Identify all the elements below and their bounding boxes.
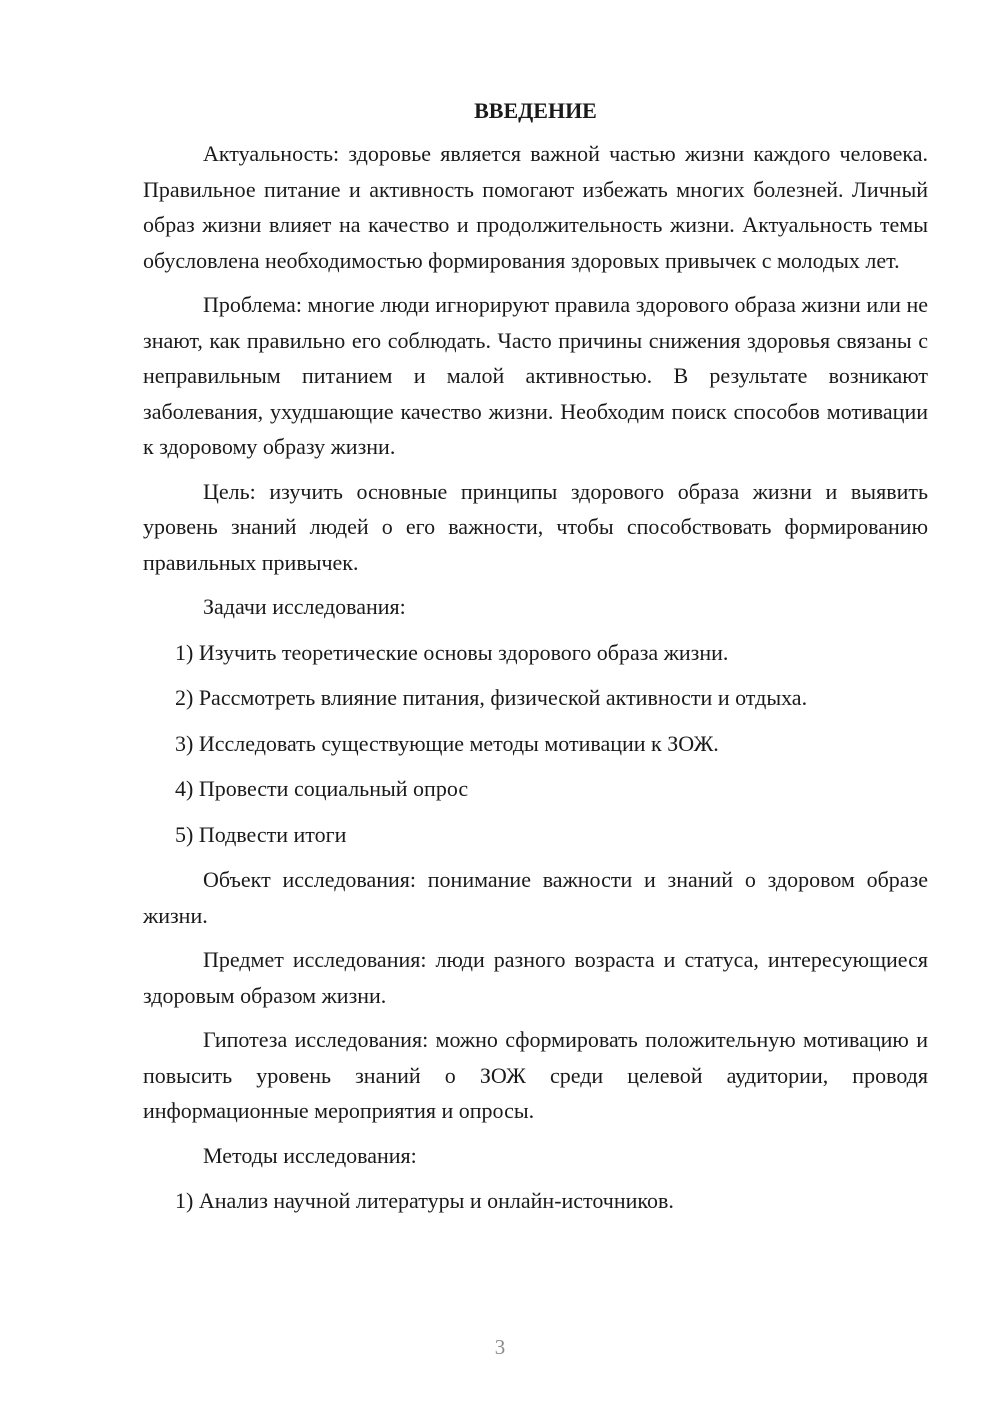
- list-item: 2) Рассмотреть влияние питания, физической активности и отдыха.: [175, 685, 808, 710]
- list-item: 4) Провести социальный опрос: [175, 776, 469, 801]
- relevance-paragraph: Актуальность: здоровье является важной частью жизни каждого человека. Правильное питание и активность помогают избежать многих болезней. Личный образ жизни влияет на качество и продолжительность жизни. Актуальность темы обусловлена необходимостью формирования здоровых привычек с молодых лет.: [143, 141, 928, 273]
- problem-paragraph: Проблема: многие люди игнорируют правила здорового образа жизни или не знают, как правильно его соблюдать. Часто причины снижения здоровья связаны с неправильным питанием и малой активностью. В результате возникают заболевания, ухудшающие качество жизни. Необходим поиск способов мотивации к здоровому образу жизни.: [143, 292, 928, 459]
- hypothesis-paragraph: Гипотеза исследования: можно сформировать положительную мотивацию и повысить уровень знаний о ЗОЖ среди целевой аудитории, проводя информационные мероприятия и опросы.: [143, 1027, 928, 1123]
- methods-title: Методы исследования:: [203, 1142, 417, 1168]
- list-item: 1) Изучить теоретические основы здорового образа жизни.: [175, 639, 729, 665]
- list-item: 3) Исследовать существующие методы мотивации к ЗОЖ.: [175, 730, 719, 756]
- object-paragraph: Объект исследования: понимание важности и знаний о здоровом образе жизни.: [143, 867, 928, 928]
- goal-paragraph: Цель: изучить основные принципы здорового образа жизни и выявить уровень знаний людей о его важности, чтобы способствовать формированию правильных привычек.: [143, 478, 928, 575]
- list-item: 1) Анализ научной литературы и онлайн-источников.: [175, 1188, 674, 1213]
- page-number: 3: [494, 1335, 506, 1359]
- subject-paragraph: Предмет исследования: люди разного возраста и статуса, интересующиеся здоровым образом жизни.: [143, 947, 928, 1008]
- tasks-title: Задачи исследования:: [203, 594, 406, 619]
- tasks-list: [143, 635, 928, 853]
- document-page: [143, 96, 928, 1229]
- methods-list: [143, 1183, 928, 1219]
- list-item: 5) Подвести итоги: [175, 821, 347, 847]
- page-title: ВВЕДЕНИЕ: [474, 98, 597, 123]
